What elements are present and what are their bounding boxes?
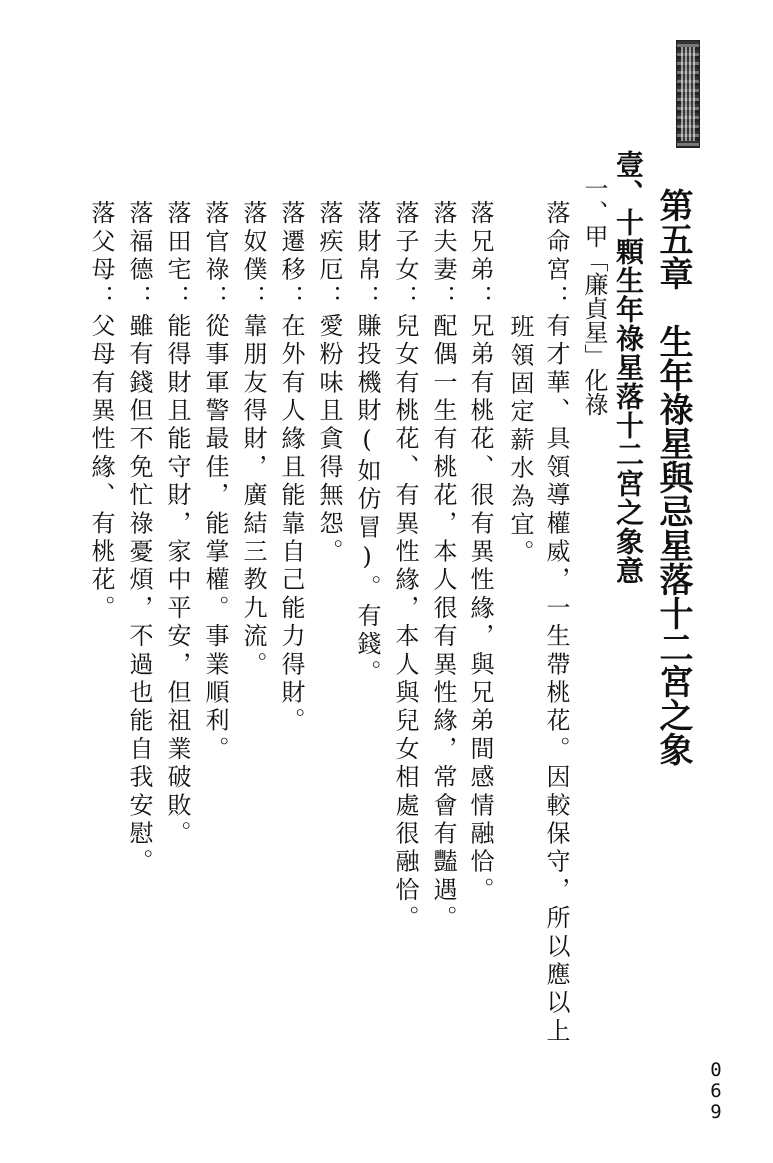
page-number-digit: 9: [710, 1101, 722, 1123]
entry-zi-nv: 落子女：兒女有桃花、有異性緣，本人與兒女相處很融恰。: [391, 200, 419, 934]
entry-nu-pu: 落奴僕：靠朋友得財，廣結三教九流。: [239, 200, 267, 680]
entry-qian-yi: 落遷移：在外有人緣且能靠自己能力得財。: [277, 200, 305, 736]
entry-ming-gong: 落命宮：有才華、具領導權威，一生帶桃花。因較保守，所以應以上: [542, 200, 570, 1046]
section-title: 壹、十顆生年祿星落十二宮之象意: [612, 150, 645, 585]
page-number: [706, 1060, 726, 1123]
entry-guan-lu: 落官祿：從事軍警最佳，能掌權。事業順利。: [201, 200, 229, 764]
entry-tian-zhai: 落田宅：能得財且能守財，家中平安，但祖業破敗。: [163, 200, 191, 849]
entry-cai-bo: 落財帛：賺投機財(如仿冒)。有錢。: [353, 200, 381, 688]
entry-ming-gong-continued: 班領固定薪水為宜。: [506, 314, 534, 568]
entry-fu-de: 落福德：雖有錢但不免忙祿憂煩，不過也能自我安慰。: [125, 200, 153, 877]
entry-ji-e: 落疾厄：愛粉味且貪得無怨。: [315, 200, 343, 567]
page-number-digit: 0: [710, 1059, 722, 1081]
page-number-digit: 6: [710, 1080, 722, 1102]
chapter-tab-decoration: [676, 40, 700, 148]
entry-xiong-di: 落兄弟：兄弟有桃花、很有異性緣，與兄弟間感情融恰。: [466, 200, 494, 905]
entry-fu-qi: 落夫妻：配偶一生有桃花，本人很有異性緣，常會有豔遇。: [429, 200, 457, 934]
chapter-title: 第五章 生年祿星與忌星落十二宮之象: [653, 188, 693, 766]
subsection-title: 一、甲「廉貞星」化祿: [580, 176, 608, 416]
entry-fu-mu: 落父母：父母有異性緣、有桃花。: [87, 200, 115, 623]
